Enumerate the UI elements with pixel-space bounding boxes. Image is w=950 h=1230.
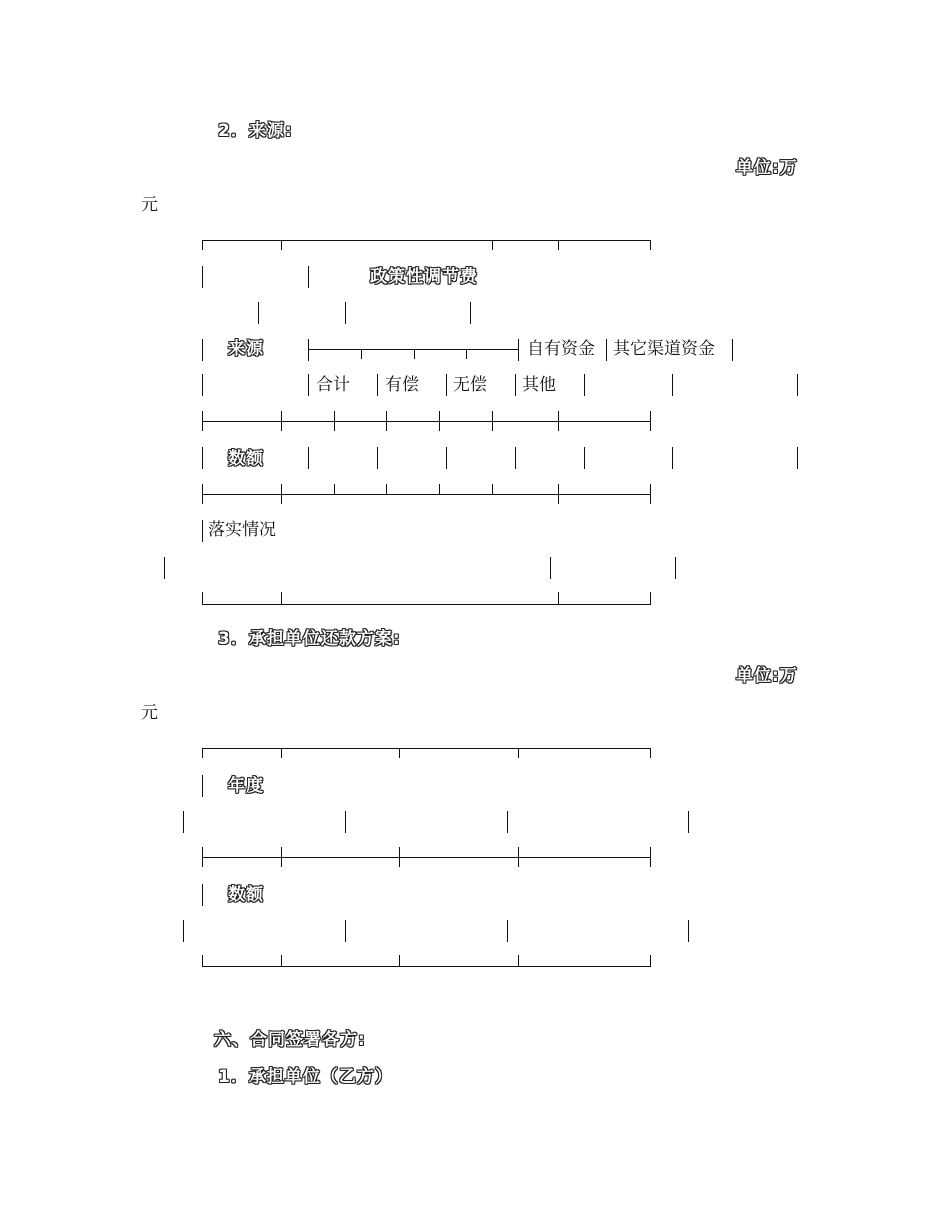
free-header: 无偿: [453, 375, 487, 395]
section2-heading: 2．来源:: [218, 121, 293, 141]
section3-unit-left: 元: [141, 703, 158, 723]
source-label: 来源: [228, 339, 264, 359]
implementation-label: 落实情况: [208, 520, 276, 540]
year-label: 年度: [228, 776, 264, 796]
other-header: 其他: [522, 375, 556, 395]
policy-header: 政策性调节费: [370, 267, 478, 287]
other-funds-header: 其它渠道资金: [613, 339, 715, 359]
amount-label-2: 数额: [228, 885, 264, 905]
section2-unit-right: 单位:万: [736, 158, 798, 178]
own-funds-header: 自有资金: [527, 339, 595, 359]
paid-header: 有偿: [385, 375, 419, 395]
section3-unit-right: 单位:万: [736, 666, 798, 686]
amount-label-1: 数额: [228, 449, 264, 469]
total-header: 合计: [316, 375, 350, 395]
section6-item1: 1．承担单位（乙方）: [218, 1067, 393, 1087]
section6-heading: 六、合同签署各方:: [214, 1030, 366, 1050]
section3-heading: 3．承担单位还款方案:: [218, 629, 401, 649]
section2-unit-left: 元: [141, 195, 158, 215]
